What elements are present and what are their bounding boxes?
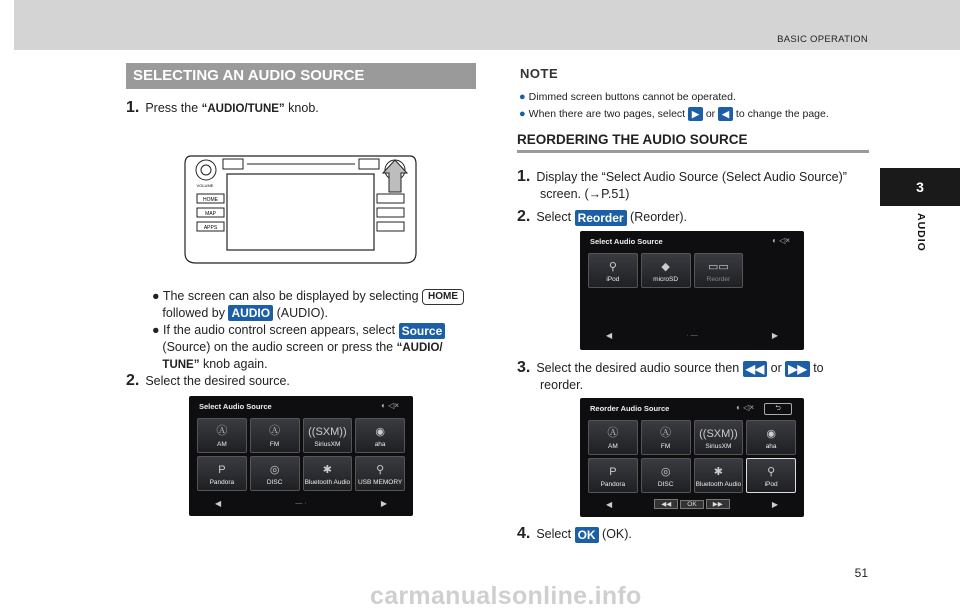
source-icon: ◉ (766, 428, 776, 440)
source-icon: P (609, 466, 617, 478)
source-label: SiriusXM (705, 443, 732, 450)
page-number: 51 (854, 566, 868, 580)
ok-chip: OK (575, 527, 599, 543)
source-icon: ⚲ (608, 261, 617, 273)
source-button[interactable] (588, 458, 638, 493)
source-icon: Ⓐ (660, 427, 672, 439)
source-button[interactable] (641, 253, 691, 288)
select-audio-source-screen: Select Audio Source ◐ ◁× Ⓐ AM Ⓐ FM ((SXM)) SiriusXM ◉ aha P Pandora ◎ DISC ✱ Bluetooth Audio ⚲ USB MEMORY ◀ — · ▶ (189, 396, 413, 516)
back-button[interactable]: ⮌ (764, 403, 792, 415)
source-label: Bluetooth Audio (304, 479, 351, 486)
source-button[interactable] (641, 420, 691, 455)
source-icon: ▭▭ (707, 261, 729, 273)
step-2: 2. Select the desired source. (126, 372, 290, 389)
source-button[interactable] (694, 253, 744, 288)
move-up-button[interactable]: ◀◀ (654, 499, 678, 509)
source-label: USB MEMORY (357, 479, 403, 486)
source-label: Reorder (706, 276, 731, 283)
watermark: carmanualsonline.info (370, 582, 642, 610)
unit-button-home: HOME (203, 197, 218, 203)
note-title: NOTE (520, 66, 559, 81)
unit-knob-label: VOLUME (196, 183, 214, 188)
chapter-tab-label: AUDIO (915, 213, 927, 252)
note-line-2: ● When there are two pages, select ▶ or ◀ to change the page. (519, 108, 829, 120)
source-label: aha (374, 441, 386, 448)
source-button[interactable] (303, 418, 353, 453)
select-audio-source-page2-screen: Select Audio Source ◐ ◁× ⚲ iPod ◆ microSD ▭▭ Reorder ◀ · — ▶ (580, 231, 804, 350)
prev-page-button[interactable]: ◀ (606, 499, 613, 509)
source-label: DISC (657, 481, 674, 488)
unit-button-apps: APPS (203, 225, 218, 231)
source-label: DISC (266, 479, 283, 486)
source-button[interactable] (197, 456, 247, 491)
source-label: Bluetooth Audio (695, 481, 742, 488)
source-icon: Ⓐ (269, 425, 281, 437)
source-icon: ⚲ (767, 466, 776, 478)
source-label: aha (765, 443, 777, 450)
source-button[interactable] (303, 456, 353, 491)
source-button[interactable] (746, 458, 796, 493)
next-page-button[interactable]: ▶ (380, 498, 387, 508)
source-button[interactable] (641, 458, 691, 493)
reorder-heading: REORDERING THE AUDIO SOURCE (517, 132, 869, 153)
source-icon: P (218, 464, 226, 476)
reorder-step-1: 1. Display the “Select Audio Source (Select Audio Source)” screen. (→P.51) (517, 168, 847, 201)
audio-chip: AUDIO (228, 305, 273, 321)
source-label: microSD (653, 276, 679, 283)
reorder-chip: Reorder (575, 210, 627, 226)
reorder-step-3: 3. Select the desired audio source then ◀◀ or ▶▶ to reorder. (517, 359, 824, 392)
reorder-step-4: 4. Select OK (OK). (517, 525, 632, 542)
source-label: iPod (606, 276, 620, 283)
source-icon: ◎ (660, 466, 671, 478)
source-button[interactable] (250, 456, 300, 491)
chapter-tab-number: 3 (880, 168, 960, 206)
source-icon: ((SXM)) (308, 426, 347, 438)
source-button[interactable] (355, 456, 405, 491)
source-icon: Ⓐ (216, 425, 228, 437)
source-icon: ◎ (269, 464, 280, 476)
source-button[interactable] (746, 420, 796, 455)
source-button[interactable] (694, 458, 744, 493)
source-button[interactable] (694, 420, 744, 455)
source-label: FM (269, 441, 280, 448)
source-label: AM (608, 443, 618, 450)
source-icon: ✱ (713, 466, 723, 478)
section-label: BASIC OPERATION (777, 34, 868, 45)
source-button[interactable] (250, 418, 300, 453)
source-icon: Ⓐ (607, 427, 619, 439)
source-label: SiriusXM (314, 441, 341, 448)
head-unit-illustration (183, 150, 418, 267)
source-icon: ◆ (661, 261, 670, 273)
bullet-source: ● If the audio control screen appears, select Source (Source) on the audio screen or press the “AUDIO/ TUNE” knob again. (152, 322, 445, 373)
reorder-step-2: 2. Select Reorder (Reorder). (517, 208, 688, 225)
prev-page-button[interactable]: ◀ (215, 498, 222, 508)
source-icon: ✱ (322, 464, 332, 476)
source-icon: ⚲ (376, 464, 385, 476)
source-label: FM (660, 443, 671, 450)
next-page-button[interactable]: ▶ (771, 330, 778, 340)
reorder-audio-source-screen: Reorder Audio Source ◐ ◁× ⮌ Ⓐ AM Ⓐ FM ((SXM)) SiriusXM ◉ aha P Pandora ◎ DISC ✱ Bluetooth Audio ⚲ iPod ◀ ◀◀ OK ▶▶ ▶ (580, 398, 804, 517)
ok-button[interactable]: OK (680, 500, 703, 509)
source-label: iPod (764, 481, 778, 488)
step-1: 1. Press the “AUDIO/TUNE” knob. (126, 99, 319, 116)
source-label: Pandora (600, 481, 626, 488)
note-line-1: ● Dimmed screen buttons cannot be operated. (519, 91, 736, 103)
source-button[interactable] (588, 420, 638, 455)
home-chip: HOME (422, 289, 464, 305)
unit-button-map: MAP (205, 211, 216, 217)
bullet-home: ● The screen can also be displayed by selecting HOME followed by AUDIO (AUDIO). (152, 288, 464, 321)
source-button[interactable] (197, 418, 247, 453)
next-page-button[interactable]: ▶ (771, 499, 778, 509)
source-chip: Source (399, 323, 446, 339)
source-label: Pandora (209, 479, 235, 486)
source-button[interactable] (355, 418, 405, 453)
section-heading: SELECTING AN AUDIO SOURCE (126, 63, 476, 89)
source-icon: ((SXM)) (699, 428, 738, 440)
prev-page-button[interactable]: ◀ (606, 330, 613, 340)
move-down-button[interactable]: ▶▶ (706, 499, 730, 509)
source-button[interactable] (588, 253, 638, 288)
source-icon: ◉ (375, 426, 385, 438)
source-label: AM (217, 441, 227, 448)
